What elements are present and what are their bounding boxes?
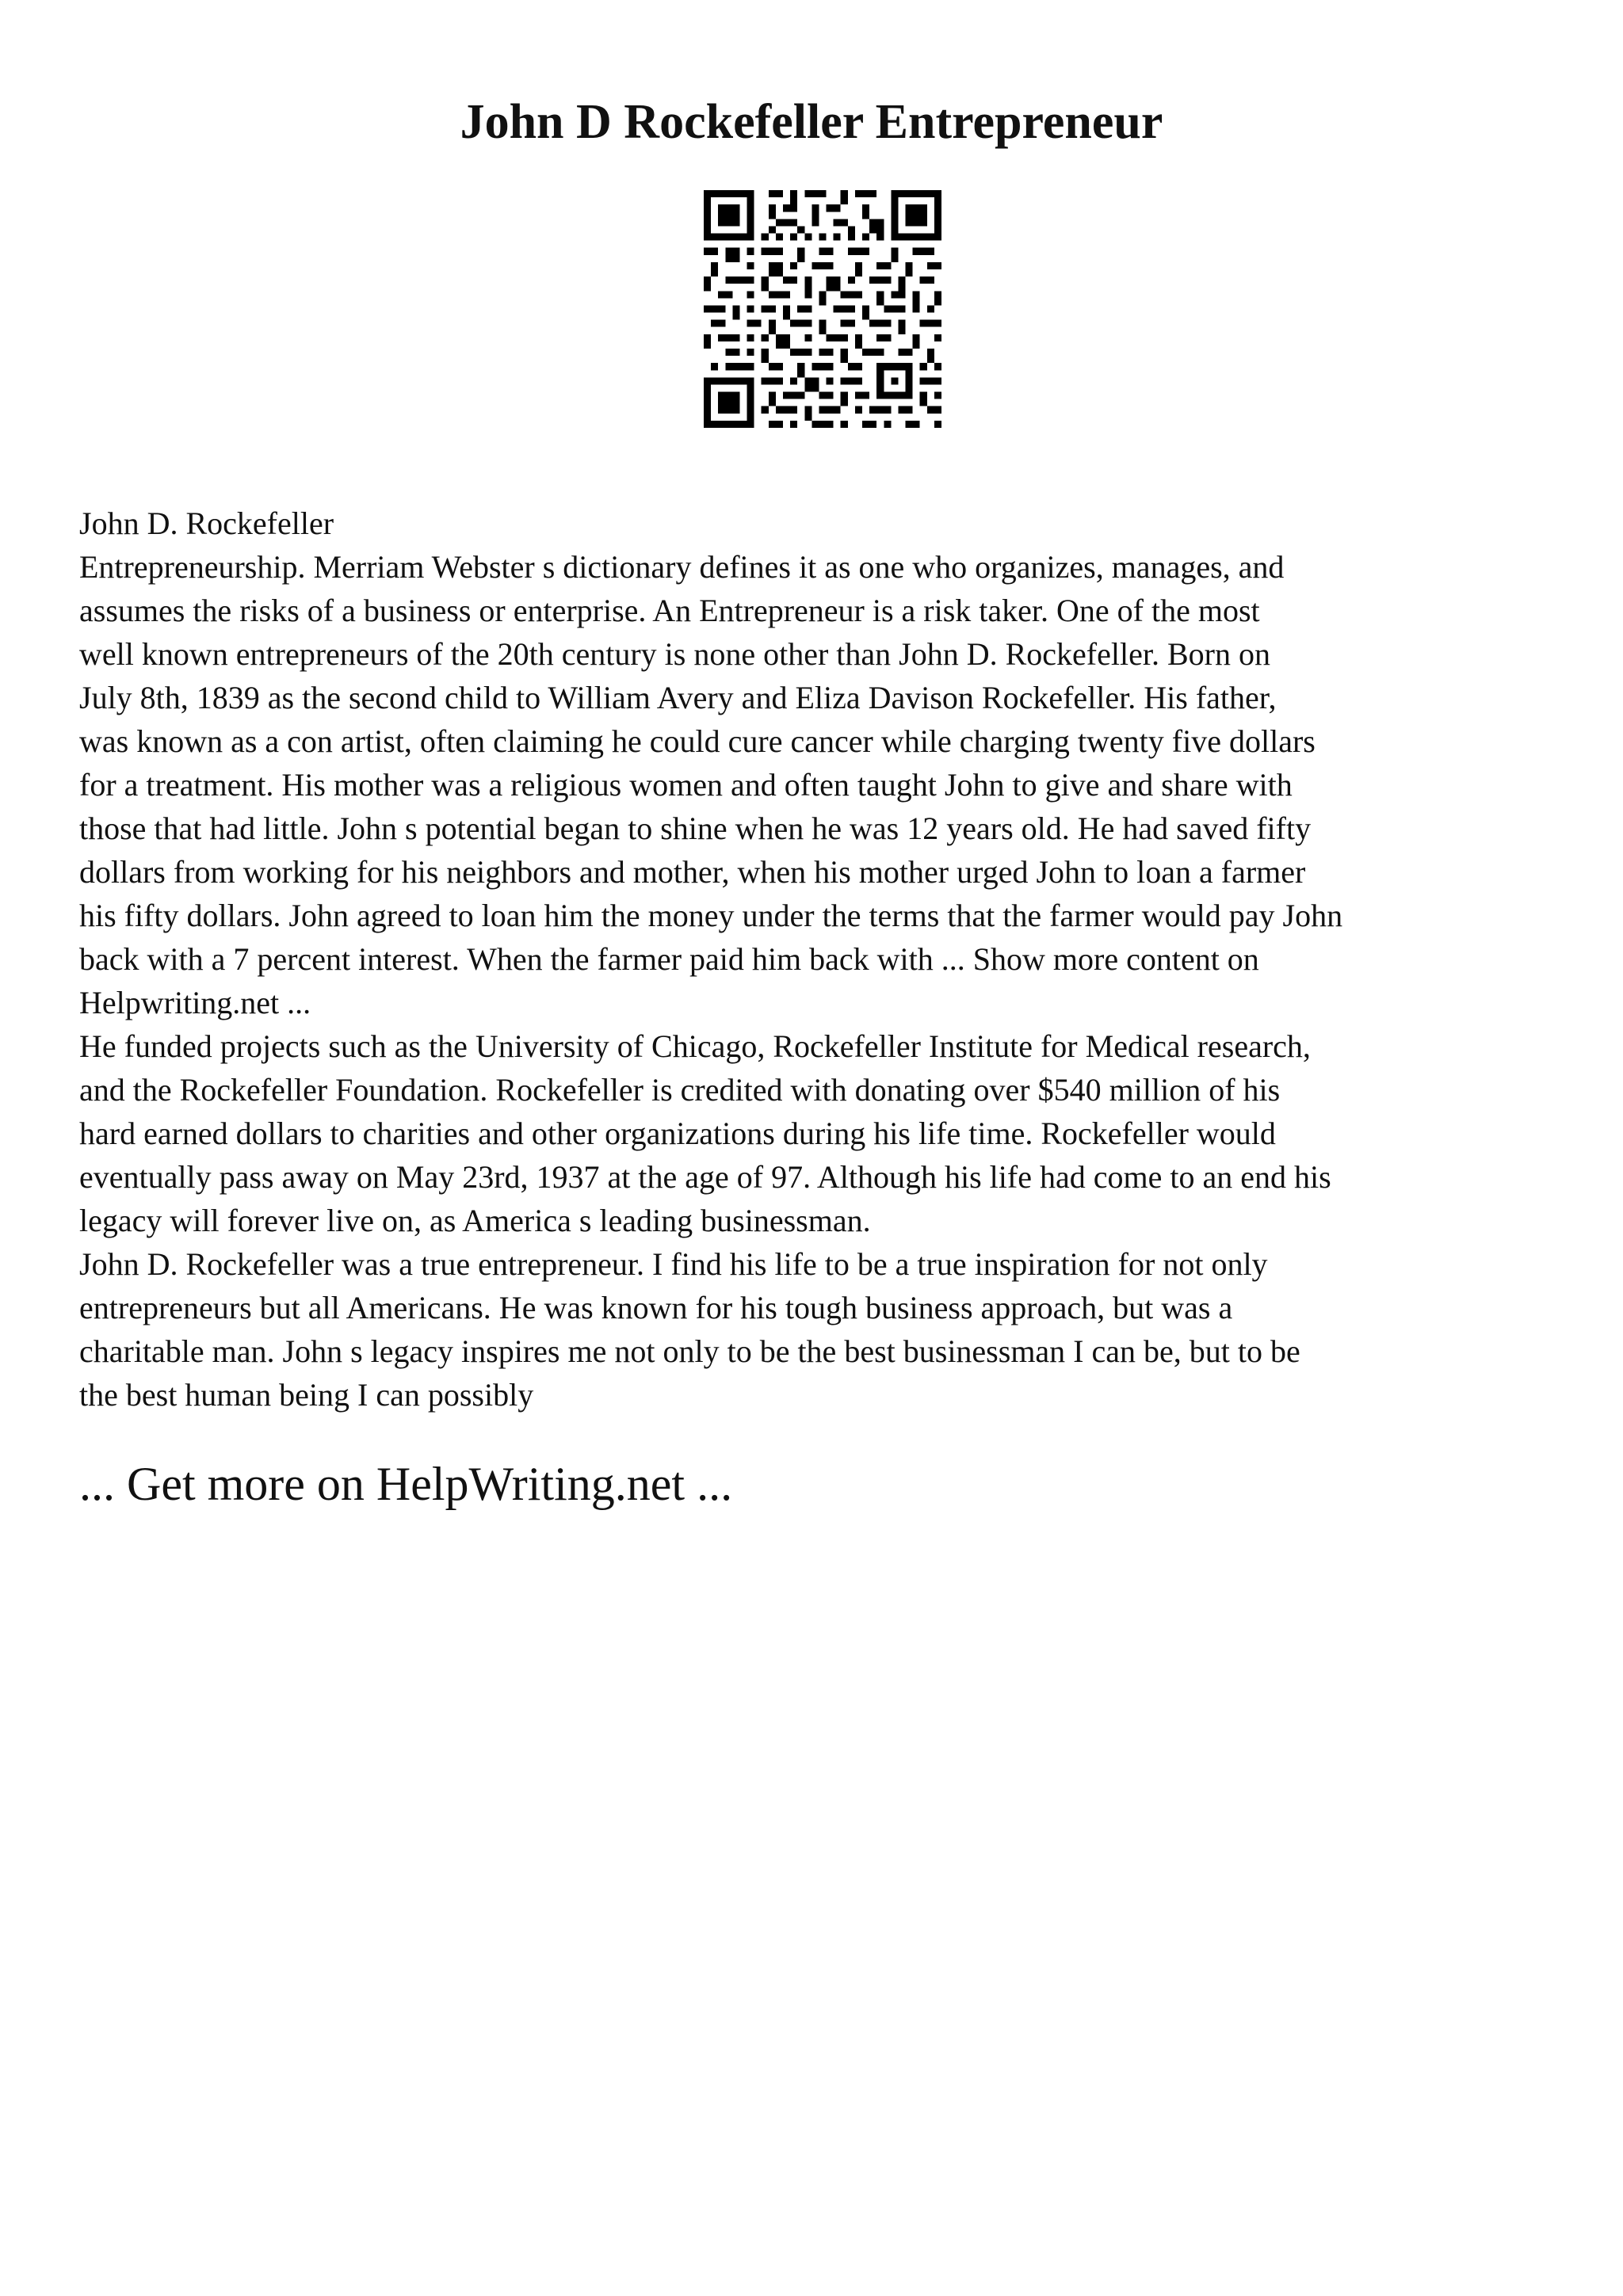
article-paragraph: Entrepreneurship. Merriam Webster s dictionary defines it as one who organizes, manages, and assumes the risks of a business or enterprise. An Entrepreneur is a risk taker. One of the most well known entrepreneurs of the 20th century is none other than John D. Rockefeller. Born on July 8th, 1839 as the second child to William Avery and Eliza Davison Rockefeller. His father, was known as a con artist, often claiming he could cure cancer while charging twenty five dollars for a treatment. His mother was a religious women and often taught John to give and share with those that had little. John s potential began to shine when he was 12 years old. He had saved fifty dollars from working for his neighbors and mother, when his mother urged John to loan a farmer his fifty dollars. John agreed to loan him the money under the terms that the farmer would pay John back with a 7 percent interest. When the farmer paid him back with ... Show more content on Helpwriting.net ... [79, 549, 1343, 1020]
document-title: John D Rockefeller Entrepreneur [460, 95, 1163, 149]
article-heading: John D. Rockefeller [79, 505, 334, 541]
article-body [79, 502, 1569, 1417]
article-paragraph: John D. Rockefeller was a true entrepreneur. I find his life to be a true inspiration for not only entrepreneurs but all Americans. He was known for his tough business approach, but was a charitable man. John s legacy inspires me not only to be the best businessman I can be, but to be the best human being I can possibly [79, 1246, 1300, 1413]
get-more-link[interactable]: ... Get more on HelpWriting.net ... [79, 1458, 733, 1510]
article-paragraph: He funded projects such as the University of Chicago, Rockefeller Institute for Medical research, and the Rockefeller Foundation. Rockefeller is credited with donating over $540 million of his hard earned dollars to charities and other organizations during his life time. Rockefeller would eventually pass away on May 23rd, 1937 at the age of 97. Although his life had come to an end his legacy will forever live on, as America s leading businessman. [79, 1028, 1331, 1238]
qr-code-icon[interactable] [704, 190, 941, 428]
